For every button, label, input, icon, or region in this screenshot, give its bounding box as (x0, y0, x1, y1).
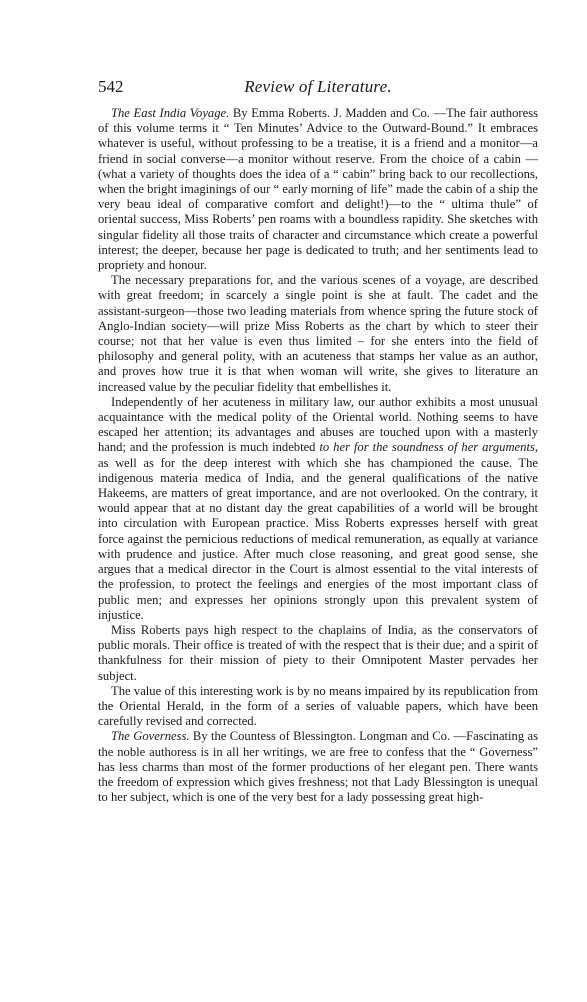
emphasis: to her for the soundness of her arguments, (319, 440, 538, 455)
review-title: The Governess. (111, 729, 190, 744)
article-body (98, 106, 538, 805)
paragraph: The necessary preparations for, and the various scenes of a voyage, are described with great freedom; in scarcely a single point is she at fault. The cadet and the assistant-surgeon—those two leading materials from whence spring the future stock of Anglo-Indian society—will prize Miss Roberts as the chart by which to steer their course; not that her value is even thus limited – for she enters into the field of philosophy and general polity, with an acuteness that stamps her value as an author, and proves how true it is that when woman will write, she gives to literature an increased value by the peculiar fidelity that embellishes it. (98, 273, 538, 394)
review-intro: By Emma Roberts. J. Madden and Co. —The fair authoress of this volume terms it “ Ten Minutes’ Advice to the Outward-Bound.” It embraces whatever is useful, without professing to be a treatise, it is a friend and a monitor—a friend in social converse—a monitor without reserve. From the choice of a cabin —(what a variety of thoughts does the idea of a “ cabin” bring back to our recollections, when the bright imaginings of our “ early morning of life” made the cabin of a ship the very beau ideal of comparative comfort and delight!)—to the “ ultima thule” of oriental success, Miss Roberts’ pen roams with a boundless rapidity. She sketches with singular fidelity all those traits of character and circumstance which create a powerful interest; the deeper, because her page is dedicated to truth; and her sentiments lead to propriety and honour. (98, 106, 538, 273)
paragraph: The value of this interesting work is by no means impaired by its republication from the Oriental Herald, in the form of a series of valuable papers, which have been carefully revised and corrected. (98, 683, 538, 729)
page-header (98, 76, 538, 106)
page-number: 542 (98, 77, 124, 96)
review-title: The East India Voyage. (111, 106, 230, 120)
paragraph: Independently of her acuteness in military law, our author exhibits a most unusual acquaintance with the medical polity of the Oriental world. Nothing seems to have escaped her attention; its advantages and abuses are touched upon with a masterly hand; and the profession is much indebted to her for the soundness of her arguments, as well as for the deep interest with which she has championed the cause. The indigenous materia medica of India, and the general qualifications of the native Hakeems, are matters of great importance, and are not overlooked. On the contrary, it would appear that at no distant day the great capabilities of a world will be brought into circulation with European practice. Miss Roberts expresses herself with great force against the pernicious reductions of medical remuneration, as equally at variance with prudence and justice. After much close reasoning, and great good sense, she argues that a medical director in the Court is almost essential to the vital interests of the profession, to protect the feelings and energies of the most important class of public men; and expresses her opinions strongly upon this prevalent system of injustice. (98, 394, 538, 622)
book-page (98, 76, 538, 976)
review-body: By the Countess of Blessington. Longman and Co. —Fascinating as the noble authoress is in all her writings, we are free to confess that the “ Governess” has less charms than most of the former productions of her elegant pen. There wants the freedom of expression which gives freshness; not that Lady Blessington is unequal to her subject, which is one of the very best for a lady possessing great high- (98, 729, 538, 805)
running-title: Review of Literature. (244, 77, 392, 96)
review-the-governess (98, 729, 538, 805)
review-east-india-voyage (98, 106, 538, 273)
paragraph: Miss Roberts pays high respect to the chaplains of India, as the conservators of public morals. Their office is treated of with the respect that is their due; and a spirit of thankfulness for their mission of piety to their Omnipotent Master pervades her subject. (98, 622, 538, 683)
